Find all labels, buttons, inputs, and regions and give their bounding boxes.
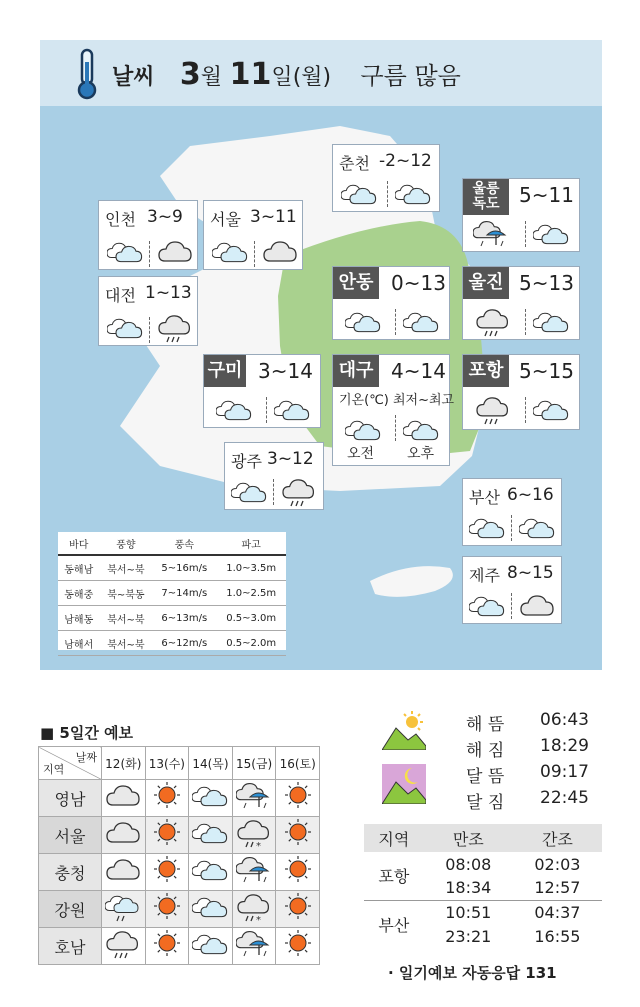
rain-snow-icon <box>236 818 272 846</box>
city-name-box <box>333 267 379 299</box>
partly-cloudy-icon <box>107 313 143 347</box>
rain-snow-icon <box>236 892 272 920</box>
forecast-cell <box>232 854 276 891</box>
city-temp: 3~11 <box>250 207 297 227</box>
forecast-row <box>39 854 320 891</box>
sun-icon <box>149 818 185 846</box>
forecast-cell <box>232 891 276 928</box>
city-card-gwangju <box>224 442 324 510</box>
forecast-cell <box>102 780 146 817</box>
cloud-rain-icon <box>105 929 141 957</box>
cloud-rain-icon <box>475 307 511 341</box>
city-name: 부산 <box>469 488 500 507</box>
sea-cell: 1.0~2.5m <box>216 581 286 606</box>
sea-cell: 6~13m/s <box>152 606 216 631</box>
forecast-row <box>39 817 320 854</box>
header-title <box>112 56 461 92</box>
sea-header: 파고 <box>216 532 286 555</box>
city-temp: 5~11 <box>519 183 574 207</box>
sea-cell: 1.0~3.5m <box>216 555 286 581</box>
forecast-region: 충청 <box>39 854 102 891</box>
sunrise-time: 06:43 <box>540 710 589 730</box>
city-card-seoul <box>203 200 303 270</box>
sea-row <box>58 606 286 631</box>
sea-header: 바다 <box>58 532 100 555</box>
partly-cloudy-icon <box>216 395 252 429</box>
forecast-cell <box>189 854 233 891</box>
sea-header: 풍속 <box>152 532 216 555</box>
header-day-unit: 일 <box>271 65 293 90</box>
city-temp: 0~13 <box>391 271 446 295</box>
sun-icon <box>280 781 316 809</box>
partly-cloudy-icon <box>192 929 228 957</box>
forecast-date: 14(목) <box>189 747 233 780</box>
sea-cell: 남해서 <box>58 631 100 656</box>
city-temp: 3~14 <box>258 359 313 383</box>
city-card-busan <box>462 478 562 546</box>
forecast-cell <box>232 780 276 817</box>
forecast-cell <box>102 817 146 854</box>
partly-cloudy-rain-icon <box>105 892 141 920</box>
city-name: 제주 <box>469 566 500 585</box>
forecast-cell <box>276 780 320 817</box>
sea-cell: 0.5~3.0m <box>216 606 286 631</box>
city-card-daegu <box>332 354 455 466</box>
forecast-cell <box>276 891 320 928</box>
city-name: 포항 <box>468 360 504 381</box>
city-card-gumi <box>203 354 321 428</box>
sun-icon <box>280 892 316 920</box>
sea-header: 풍향 <box>100 532 153 555</box>
legend-pm: 오후 <box>407 446 435 462</box>
city-card-andong <box>332 266 450 340</box>
tide-header: 지역 <box>378 829 410 849</box>
forecast-header-row <box>39 747 320 780</box>
sun-icon <box>280 818 316 846</box>
sea-cell: 0.5~2.0m <box>216 631 286 656</box>
forecast-section-title: ■ 5일간 예보 <box>40 724 134 742</box>
city-temp: 3~9 <box>147 207 183 227</box>
thermometer-icon <box>72 48 102 100</box>
forecast-date: 15(금) <box>232 747 276 780</box>
forecast-cell <box>276 817 320 854</box>
svg-text:*: * <box>256 915 262 922</box>
cloud-rain-icon <box>475 395 511 429</box>
sea-cell: 북서~북 <box>100 555 153 581</box>
city-name-box <box>463 267 509 299</box>
partly-cloudy-icon <box>469 513 505 547</box>
forecast-cell <box>102 928 146 965</box>
tide-region: 포항 <box>378 867 410 887</box>
sea-header-row <box>58 532 286 555</box>
forecast-region: 영남 <box>39 780 102 817</box>
tide-high: 23:21 <box>445 926 492 946</box>
sea-row <box>58 631 286 656</box>
tide-table <box>364 824 602 948</box>
moonrise-time: 09:17 <box>540 762 589 782</box>
forecast-title: 5일간 예보 <box>59 724 134 742</box>
sunrise-label: 해 뜸 <box>466 715 505 735</box>
tide-row <box>364 852 602 876</box>
tide-high: 18:34 <box>445 878 492 898</box>
moonrise-label: 달 뜸 <box>466 767 505 787</box>
city-temp: -2~12 <box>379 151 432 171</box>
forecast-cell <box>232 817 276 854</box>
city-name: 대구 <box>338 360 374 381</box>
forecast-cell <box>276 854 320 891</box>
tide-high: 10:51 <box>445 902 492 922</box>
forecast-cell <box>189 780 233 817</box>
forecast-date: 16(토) <box>276 747 320 780</box>
forecast-region: 서울 <box>39 817 102 854</box>
cloud-icon <box>519 591 555 625</box>
header-day: 11 <box>229 57 272 92</box>
sea-cell: 남해동 <box>58 606 100 631</box>
forecast-date: 12(화) <box>102 747 146 780</box>
partly-cloudy-icon <box>192 855 228 883</box>
city-name: 대전 <box>105 286 136 305</box>
moonset-time: 22:45 <box>540 788 589 808</box>
city-name: 춘천 <box>339 154 370 173</box>
city-name: 인천 <box>105 210 136 229</box>
tide-high: 08:08 <box>445 854 492 874</box>
forecast-row <box>39 928 320 965</box>
moonset-label: 달 짐 <box>466 793 505 813</box>
city-name: 안동 <box>338 272 374 293</box>
partly-cloudy-icon <box>533 395 569 429</box>
sea-row <box>58 581 286 606</box>
rain-umbrella-icon <box>236 781 272 809</box>
city-name: 울진 <box>468 272 504 293</box>
partly-cloudy-icon <box>231 477 267 511</box>
partly-cloudy-icon <box>341 179 377 213</box>
city-temp: 1~13 <box>145 283 192 303</box>
city-temp: 5~15 <box>519 359 574 383</box>
city-name-box <box>463 179 509 215</box>
sea-cell: 북서~북 <box>100 631 153 656</box>
city-name: 광주 <box>231 452 262 471</box>
sun-icon <box>149 781 185 809</box>
tide-low: 02:03 <box>534 854 581 874</box>
partly-cloudy-icon <box>192 818 228 846</box>
header-weekday: (월) <box>292 65 332 90</box>
sun-icon <box>149 892 185 920</box>
legend-am: 오전 <box>347 446 375 462</box>
city-card-ulleung-dokdo <box>462 178 580 252</box>
sea-cell: 동해중 <box>58 581 100 606</box>
forecast-cell <box>145 780 189 817</box>
tide-region: 부산 <box>378 915 410 935</box>
sea-cell: 북~북동 <box>100 581 153 606</box>
cloud-icon <box>262 237 298 271</box>
moonrise-landscape-icon <box>382 764 426 804</box>
partly-cloudy-icon <box>274 395 310 429</box>
forecast-cell <box>145 854 189 891</box>
partly-cloudy-icon <box>533 307 569 341</box>
partly-cloudy-icon <box>192 781 228 809</box>
tide-header-row <box>364 824 602 852</box>
city-card-chuncheon <box>332 144 440 212</box>
sunset-label: 해 짐 <box>466 741 505 761</box>
city-card-daejeon <box>98 276 198 346</box>
map-header <box>40 40 602 106</box>
partly-cloudy-icon <box>345 307 381 341</box>
sunset-time: 18:29 <box>540 736 589 756</box>
rain-umbrella-icon <box>236 929 272 957</box>
rain-umbrella-icon <box>473 219 509 253</box>
city-temp: 6~16 <box>507 485 554 505</box>
corner-date-label: 날짜 <box>75 751 97 764</box>
forecast-cell <box>189 928 233 965</box>
header-label: 날씨 <box>112 65 155 90</box>
corner-region-label: 지역 <box>43 763 65 776</box>
footer-hotline: · 일기예보 자동응답 131 <box>388 964 557 982</box>
sea-cell: 동해남 <box>58 555 100 581</box>
sea-row <box>58 555 286 581</box>
cloud-icon <box>105 855 141 883</box>
forecast-cell <box>189 817 233 854</box>
sun-icon <box>280 929 316 957</box>
tide-low: 12:57 <box>534 878 581 898</box>
partly-cloudy-icon <box>395 179 431 213</box>
forecast-cell <box>102 854 146 891</box>
sun-icon <box>280 855 316 883</box>
city-name-box <box>463 355 509 387</box>
header-month: 3 <box>179 57 201 92</box>
city-name-line2: 독도 <box>472 196 500 212</box>
forecast-cell <box>145 817 189 854</box>
forecast-row <box>39 780 320 817</box>
forecast-cell <box>276 928 320 965</box>
five-day-forecast-table <box>38 746 320 965</box>
city-temp: 5~13 <box>519 271 574 295</box>
rain-umbrella-icon <box>236 855 272 883</box>
header-month-unit: 월 <box>200 65 222 90</box>
partly-cloudy-icon <box>107 237 143 271</box>
partly-cloudy-icon <box>192 892 228 920</box>
tide-low: 04:37 <box>534 902 581 922</box>
forecast-region: 강원 <box>39 891 102 928</box>
sea-cell: 7~14m/s <box>152 581 216 606</box>
city-name-box <box>333 355 379 387</box>
sea-cell: 6~12m/s <box>152 631 216 656</box>
city-card-incheon <box>98 200 198 270</box>
cloud-icon <box>105 818 141 846</box>
partly-cloudy-icon <box>469 591 505 625</box>
forecast-cell <box>189 891 233 928</box>
partly-cloudy-icon <box>519 513 555 547</box>
sea-cell: 북서~북 <box>100 606 153 631</box>
city-name: 구미 <box>207 360 243 381</box>
forecast-cell <box>145 928 189 965</box>
city-temp: 3~12 <box>267 449 314 469</box>
legend-temp-line: 기온(℃) 최저~최고 <box>339 393 455 408</box>
partly-cloudy-icon <box>212 237 248 271</box>
cloud-icon <box>157 237 193 271</box>
partly-cloudy-icon <box>403 307 439 341</box>
header-condition: 구름 많음 <box>360 62 461 90</box>
forecast-cell <box>232 928 276 965</box>
sun-icon <box>149 855 185 883</box>
city-name: 서울 <box>210 210 241 229</box>
tide-header: 간조 <box>541 829 573 849</box>
city-temp: 8~15 <box>507 563 554 583</box>
cloud-rain-icon <box>281 477 317 511</box>
sunrise-landscape-icon <box>382 710 426 750</box>
partly-cloudy-icon <box>533 219 569 253</box>
city-card-uljin <box>462 266 580 340</box>
forecast-cell <box>102 891 146 928</box>
forecast-cell <box>145 891 189 928</box>
city-card-jeju <box>462 556 562 624</box>
forecast-row <box>39 891 320 928</box>
cloud-rain-icon <box>157 313 193 347</box>
city-name-line1: 울릉 <box>472 181 500 197</box>
forecast-corner-cell <box>39 747 102 780</box>
tide-row <box>364 900 602 924</box>
sea-cell: 5~16m/s <box>152 555 216 581</box>
forecast-date: 13(수) <box>145 747 189 780</box>
city-card-pohang <box>462 354 580 430</box>
tide-header: 만조 <box>452 829 484 849</box>
city-temp: 4~14 <box>391 359 446 383</box>
sea-conditions-table <box>58 532 286 650</box>
svg-text:*: * <box>256 841 262 848</box>
tide-low: 16:55 <box>534 926 581 946</box>
sun-icon <box>149 929 185 957</box>
city-name-box <box>204 355 246 387</box>
forecast-region: 호남 <box>39 928 102 965</box>
cloud-icon <box>105 781 141 809</box>
